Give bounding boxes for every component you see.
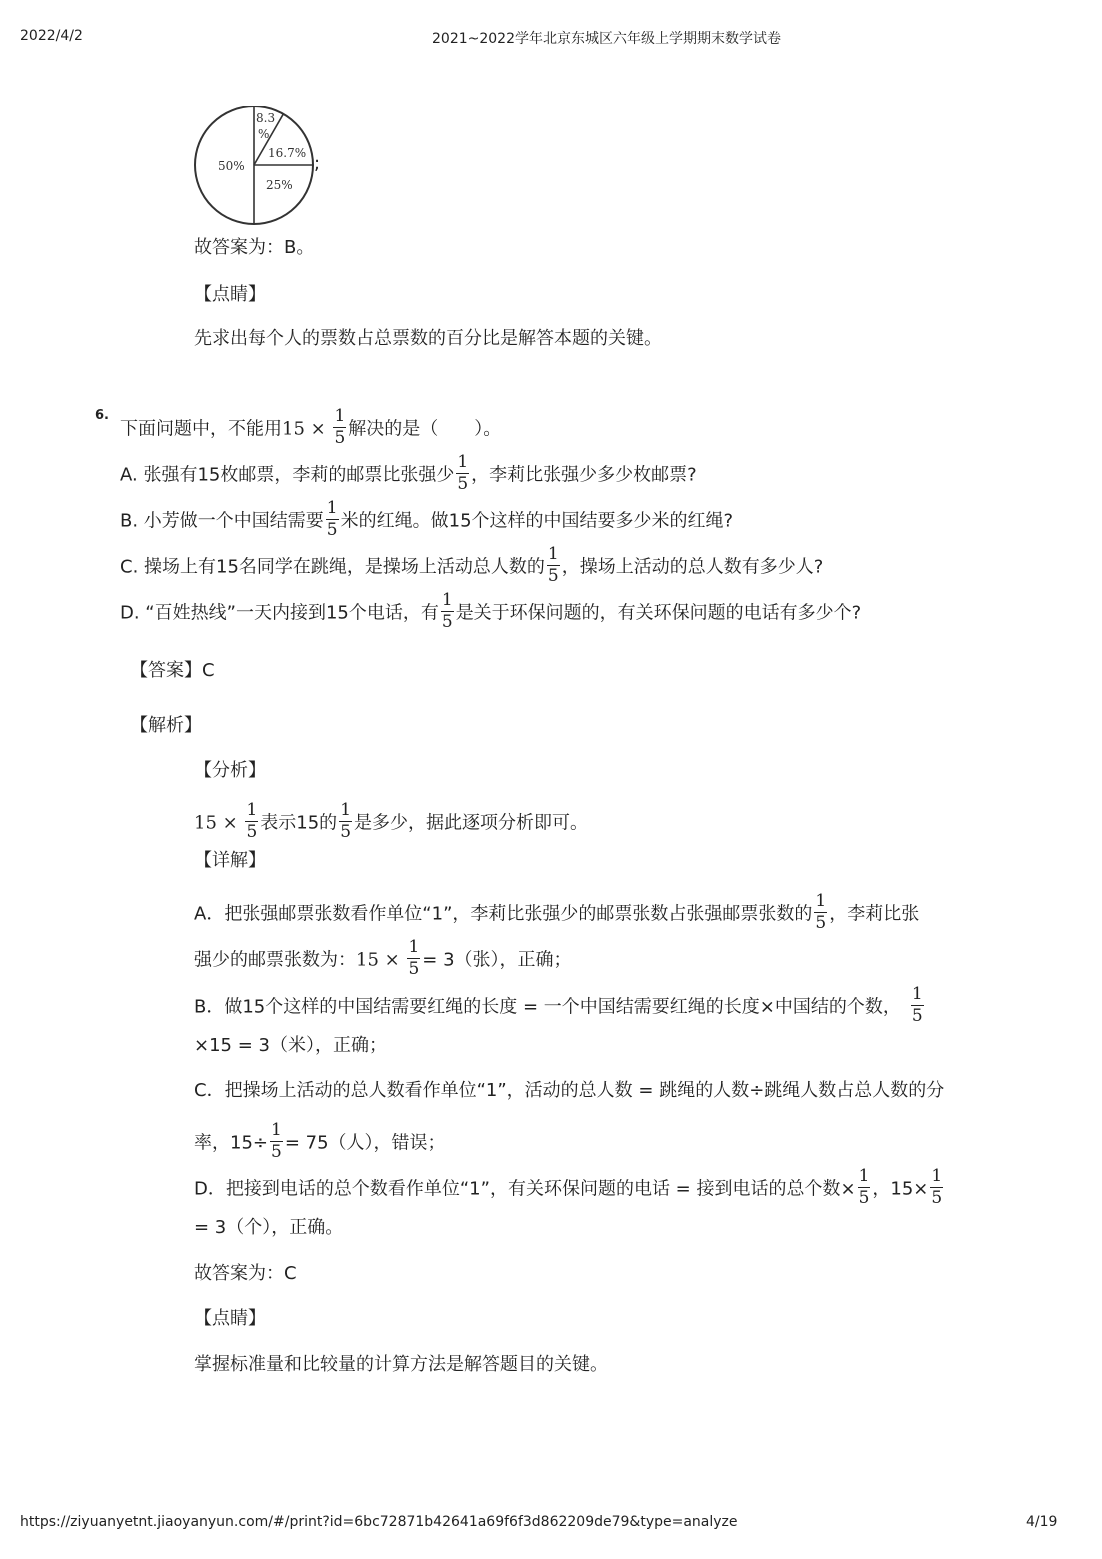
dianjing-text: 掌握标准量和比较量的计算方法是解答题目的关键。 bbox=[194, 1354, 608, 1375]
detail-a-line1: A．把张强邮票张数看作单位“1”，李莉比张强少的邮票张数占张强邮票张数的 $\frac{1}{5}$ ，李莉比张 bbox=[194, 891, 920, 933]
option-a: A. 张强有15枚邮票，李莉的邮票比张强少 $\frac{1}{5}$ ，李莉比张强少多少枚邮票? bbox=[120, 452, 697, 494]
fraction-one-fifth: $\frac{1}{5}$ bbox=[246, 800, 258, 842]
document-title: 2021~2022学年北京东城区六年级上学期期末数学试卷 bbox=[432, 31, 781, 47]
pie-label-50: 50% bbox=[218, 159, 245, 173]
fraction-one-fifth: $\frac{1}{5}$ bbox=[457, 452, 469, 494]
pie-label-8-3-line2: % bbox=[258, 127, 270, 141]
answer-line: 【答案】C bbox=[130, 660, 215, 681]
fraction-one-fifth: $\frac{1}{5}$ bbox=[441, 590, 453, 632]
fraction-one-fifth: $\frac{1}{5}$ bbox=[340, 800, 352, 842]
detail-c-line2: 率，15÷ $\frac{1}{5}$ = 75（人），错误； bbox=[194, 1120, 446, 1162]
pie-label-8-3-line1: 8.3 bbox=[256, 111, 276, 125]
fraction-one-fifth: $\frac{1}{5}$ bbox=[815, 891, 827, 933]
xiangjie-title: 【详解】 bbox=[194, 850, 266, 871]
detail-d-line1: D．把接到电话的总个数看作单位“1”，有关环保问题的电话 = 接到电话的总个数× $\frac{1}{5}$ ，15× $\frac{1}{5}$ bbox=[194, 1166, 943, 1208]
fraction-one-fifth: $\frac{1}{5}$ bbox=[271, 1120, 282, 1162]
detail-d-line2: = 3（个），正确。 bbox=[194, 1217, 344, 1238]
pie-label-16-7: 16.7% bbox=[268, 146, 307, 160]
fraction-one-fifth: $\frac{1}{5}$ bbox=[931, 1166, 943, 1208]
analysis-title: 【解析】 bbox=[130, 715, 202, 736]
question-number: 6. bbox=[95, 408, 109, 423]
final-answer: 故答案为：C bbox=[194, 1263, 297, 1284]
fenxi-text: 15 × $\frac{1}{5}$ 表示15的 $\frac{1}{5}$ 是多少，据此逐项分析即可。 bbox=[194, 800, 589, 842]
detail-a-line2: 强少的邮票张数为：15 × $\frac{1}{5}$ = 3（张），正确； bbox=[194, 937, 572, 979]
fenxi-title: 【分析】 bbox=[194, 760, 266, 781]
pie-trailing-semicolon: ; bbox=[314, 153, 321, 174]
detail-b-line1: B．做15个这样的中国结需要红绳的长度 = 一个中国结需要红绳的长度×中国结的个数， $\frac{1}{5}$ bbox=[194, 984, 923, 1026]
fraction-one-fifth: $\frac{1}{5}$ bbox=[547, 544, 559, 586]
fraction-one-fifth: $\frac{1}{5}$ bbox=[911, 984, 923, 1026]
footer-url-link[interactable]: https://ziyuanyetnt.jiaoyanyun.com/#/print?id=6bc72871b42641a69f6f3d862209de79&type=analyze bbox=[20, 1514, 738, 1530]
prev-dianjing-title: 【点睛】 bbox=[194, 284, 266, 305]
pie-chart bbox=[192, 106, 322, 226]
fraction-one-fifth: $\frac{1}{5}$ bbox=[326, 498, 338, 540]
prev-dianjing-text: 先求出每个人的票数占总票数的百分比是解答本题的关键。 bbox=[194, 328, 662, 349]
print-date: 2022/4/2 bbox=[20, 28, 83, 44]
dianjing-title: 【点睛】 bbox=[194, 1308, 266, 1329]
fraction-one-fifth: $\frac{1}{5}$ bbox=[334, 406, 346, 448]
pie-label-25: 25% bbox=[266, 178, 293, 192]
detail-c-line1: C．把操场上活动的总人数看作单位“1”，活动的总人数 = 跳绳的人数÷跳绳人数占总人数的分 bbox=[194, 1080, 945, 1101]
question-stem-math: 15 × bbox=[282, 418, 326, 440]
option-d: D. “百姓热线”一天内接到15个电话，有 $\frac{1}{5}$ 是关于环保问题的，有关环保问题的电话有多少个? bbox=[120, 590, 862, 632]
detail-b-line2: ×15 = 3（米），正确； bbox=[194, 1035, 387, 1056]
question-stem-text: 下面问题中，不能用 bbox=[120, 418, 282, 440]
page-number: 4/19 bbox=[1026, 1514, 1058, 1530]
option-c: C. 操场上有15名同学在跳绳，是操场上活动总人数的 $\frac{1}{5}$ ，操场上活动的总人数有多少人? bbox=[120, 544, 824, 586]
question-stem bbox=[120, 406, 502, 449]
question-stem-tail: 解决的是（ ）。 bbox=[348, 418, 502, 440]
option-b: B. 小芳做一个中国结需要 $\frac{1}{5}$ 米的红绳。做15个这样的中国结要多少米的红绳? bbox=[120, 498, 734, 540]
fraction-one-fifth: $\frac{1}{5}$ bbox=[408, 937, 420, 979]
fraction-one-fifth: $\frac{1}{5}$ bbox=[858, 1166, 870, 1208]
prev-answer-line: 故答案为：B。 bbox=[194, 237, 315, 258]
